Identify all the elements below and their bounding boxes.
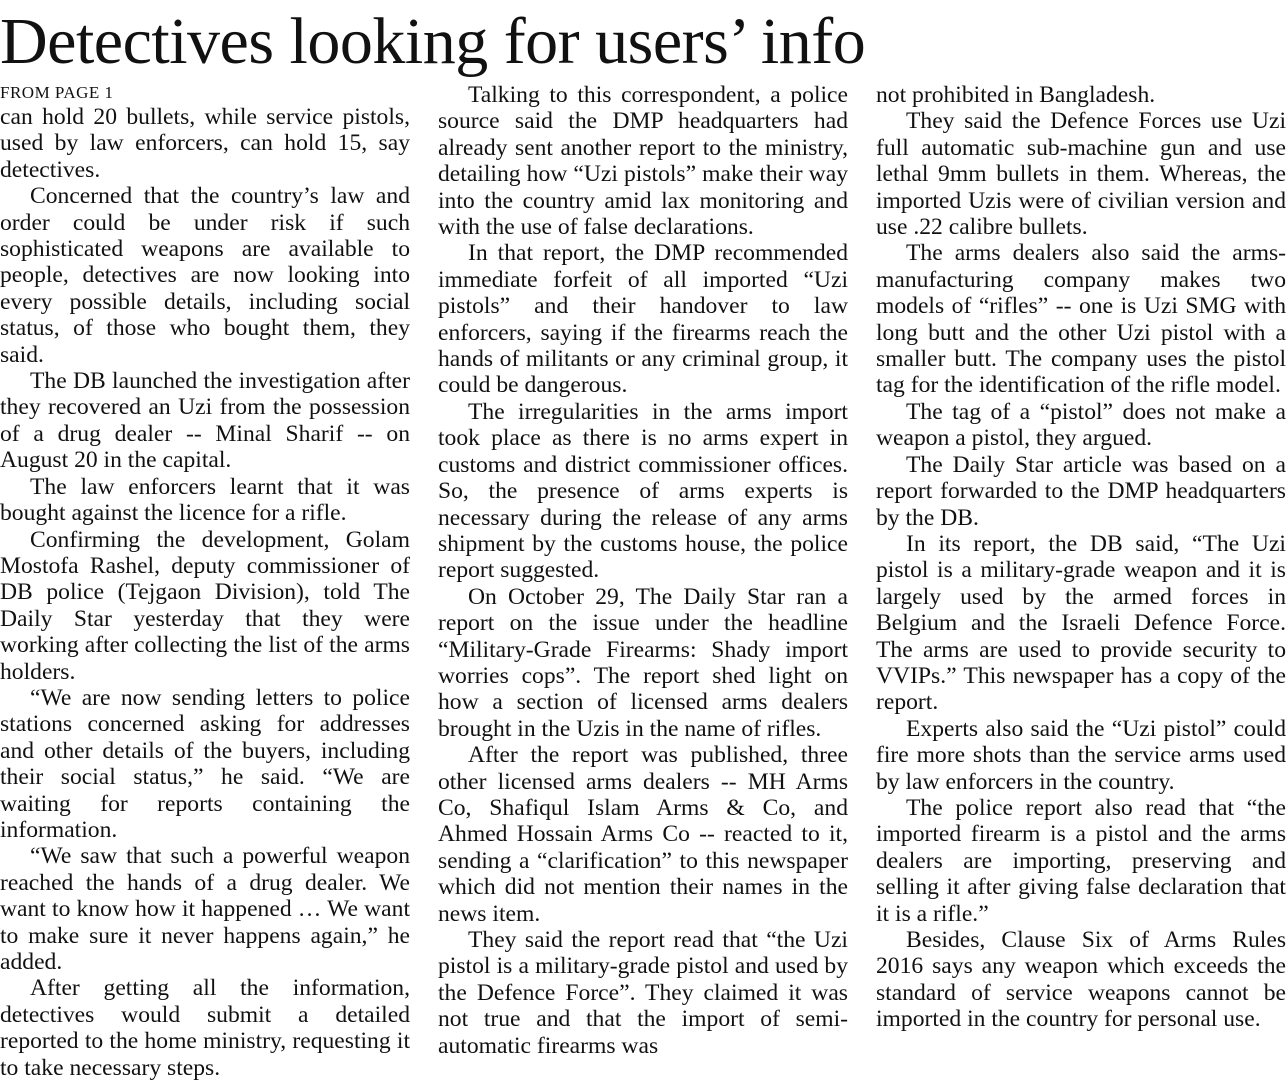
paragraph: The Daily Star article was based on a report forwarded to the DMP headquarters by the DB. (876, 451, 1286, 531)
paragraph: Experts also said the “Uzi pistol” could fire more shots than the service arms used by law enforcers in the country. (876, 715, 1286, 795)
paragraph: not prohibited in Bangladesh. (876, 82, 1156, 108)
paragraph: The irregularities in the arms import took place as there is no arms expert in customs and district commissioner offices. So, the presence of arms experts is necessary during the release of any arms shipment by the customs house, the police report suggested. (438, 398, 848, 584)
paragraph: The tag of a “pistol” does not make a weapon a pistol, they argued. (876, 398, 1286, 452)
paragraph: After the report was published, three other licensed arms dealers -- MH Arms Co, Shafiqul Islam Arms & Co, and Ahmed Hossain Arms Co -- reacted to it, sending a “clarification” to this newspaper which did not mention their names in the news item. (438, 742, 848, 927)
paragraph: In that report, the DMP recommended immediate forfeit of all imported “Uzi pistols” and their handover to law enforcers, saying if the firearms reach the hands of militants or any criminal group, it could be dangerous. (438, 240, 848, 399)
paragraph: Talking to this correspondent, a police source said the DMP headquarters had already sent another report to the ministry, detailing how “Uzi pistols” make their way into the country amid lax monitoring and with the use of false declarations. (438, 82, 848, 241)
paragraph: Concerned that the country’s law and order could be under risk if such sophisticated weapons are available to people, detectives are now looking into every possible details, including social status, of those who bought them, they said. (0, 183, 410, 368)
paragraph: The DB launched the investigation after they recovered an Uzi from the possession of a drug dealer -- Minal Sharif -- on August 20 in the capital. (0, 368, 410, 474)
article-column-3 (876, 82, 1286, 1033)
paragraph: The police report also read that “the imported firearm is a pistol and the arms dealers are importing, preserving and selling it after giving false declaration that it is a rifle.” (876, 794, 1286, 927)
paragraph: After getting all the information, detectives would submit a detailed reported to the home ministry, requesting it to take necessary steps. (0, 975, 410, 1081)
article-column-1 (0, 82, 410, 1081)
article-column-2 (438, 82, 848, 1059)
paragraph: The arms dealers also said the arms-manufacturing company makes two models of “rifles” -- one is Uzi SMG with long butt and the other Uzi pistol with a smaller butt. The company uses the pistol tag for the identification of the rifle model. (876, 240, 1286, 399)
continuation-kicker: FROM PAGE 1 (0, 83, 114, 102)
paragraph: can hold 20 bullets, while service pistols, used by law enforcers, can hold 15, say detectives. (0, 104, 410, 183)
paragraph: The law enforcers learnt that it was bought against the licence for a rifle. (0, 473, 410, 527)
paragraph: In its report, the DB said, “The Uzi pistol is a military-grade weapon and it is largely used by the armed forces in Belgium and the Israeli Defence Force. The arms are used to provide security to VVIPs.” This newspaper has a copy of the report. (876, 530, 1286, 716)
paragraph: “We are now sending letters to police stations concerned asking for addresses and other details of the buyers, including their social status,” he said. “We are waiting for reports containing the information. (0, 684, 410, 843)
headline: Detectives looking for users’ info (0, 5, 866, 78)
paragraph: On October 29, The Daily Star ran a report on the issue under the headline “Military-Grade Firearms: Shady import worries cops”. The report shed light on how a section of licensed arms dealers brought in the Uzis in the name of rifles. (438, 583, 848, 742)
paragraph: They said the report read that “the Uzi pistol is a military-grade pistol and used by the Defence Force”. They claimed it was not true and that the import of semi-automatic firearms was (438, 927, 848, 1059)
paragraph: Besides, Clause Six of Arms Rules 2016 says any weapon which exceeds the standard of service weapons cannot be imported in the country for personal use. (876, 927, 1286, 1033)
paragraph: They said the Defence Forces use Uzi full automatic sub-machine gun and use lethal 9mm bullets in them. Whereas, the imported Uzis were of civilian version and use .22 calibre bullets. (876, 108, 1286, 241)
paragraph: “We saw that such a powerful weapon reached the hands of a drug dealer. We want to know how it happened … We want to make sure it never happens again,” he added. (0, 843, 410, 975)
paragraph: Confirming the development, Golam Mostofa Rashel, deputy commissioner of DB police (Tejgaon Division), told The Daily Star yesterday that they were working after collecting the list of the arms holders. (0, 526, 410, 685)
